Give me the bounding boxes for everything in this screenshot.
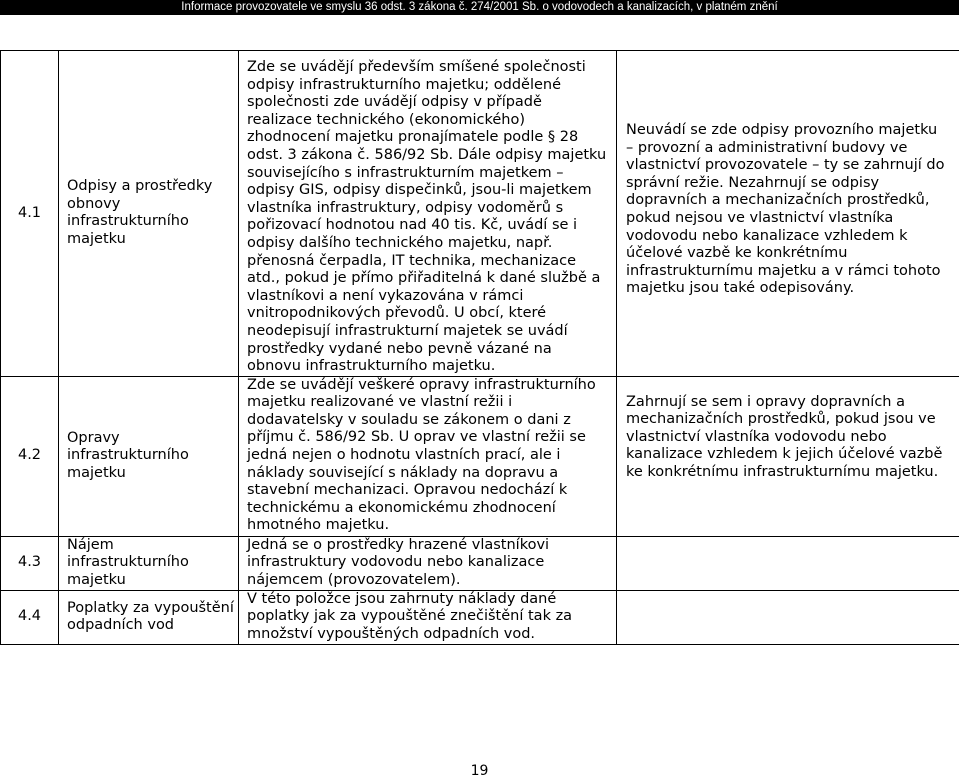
table-row: [1, 376, 959, 536]
page-number: 19: [470, 763, 489, 779]
table-row: [1, 51, 959, 377]
row-number: 4.3: [1, 536, 59, 590]
row-description: [239, 536, 617, 590]
description-text: V této položce jsou zahrnuty náklady dané poplatky jak za vypouštěné znečištění tak za množství vypouštěných odpadních vod.: [247, 590, 573, 642]
table-row: [1, 590, 959, 644]
row-number: 4.4: [1, 590, 59, 644]
note-text: Zahrnují se sem i opravy dopravních a mechanizačních prostředků, pokud jsou ve vlastnictví vlastníka vodovodu nebo kanalizace vzhledem k jejich účelové vazbě ke konkrétnímu infrastrukturnímu majetku.: [626, 393, 943, 481]
cost-items-table: [0, 50, 959, 645]
note-text: Neuvádí se zde odpisy provozního majetku – provozní a administrativní budovy ve vlastnictví provozovatele – ty se zahrnují do správní režie. Nezahrnují se odpisy dopravních a mechanizačních prostředků, pokud nejsou ve vlastnictví vlastníka vodovodu nebo kanalizace vzhledem k účelové vazbě ke konkrétnímu infrastrukturnímu majetku a v rámci tohoto majetku jsou také odepisovány.: [626, 122, 945, 297]
row-name: Poplatky za vypouštění odpadních vod: [59, 590, 239, 644]
row-description: [239, 590, 617, 644]
description-text: Zde se uvádějí veškeré opravy infrastrukturního majetku realizované ve vlastní režii i dodavatelsky v souladu se zákonem o dani z příjmu č. 586/92 Sb. U oprav ve vlastní režii se jedná nejen o hodnotu vlastních prací, ale i náklady související s náklady na dopravu a stavební mechanizaci. Opravou nedochází k technickému a ekonomickému zhodnocení hmotného majetku.: [247, 376, 596, 534]
row-note: [617, 536, 959, 590]
row-name: Opravy infrastrukturního majetku: [59, 376, 239, 536]
page-header: Informace provozovatele ve smyslu 36 odst. 3 zákona č. 274/2001 Sb. o vodovodech a kanalizacích, v platném znění: [0, 0, 959, 15]
row-number: 4.1: [1, 51, 59, 377]
description-text: Jedná se o prostředky hrazené vlastníkovi infrastruktury vodovodu nebo kanalizace nájemcem (provozovatelem).: [247, 536, 550, 588]
table-row: [1, 536, 959, 590]
row-note: [617, 51, 959, 377]
description-text: Zde se uvádějí především smíšené společnosti odpisy infrastrukturního majetku; oddělené společnosti zde uvádějí odpisy v případě realizace technického (ekonomického) zhodnocení majetku pronajímatele podle § 28 odst. 3 zákona č. 586/92 Sb. Dále odpisy majetku souvisejícího s infrastrukturním majetkem – odpisy GIS, odpisy dispečinků, jsou-li majetkem vlastníka infrastruktury, odpisy vodoměrů s pořizovací hodnotou nad 40 tis. Kč, uvádí se i odpisy dalšího technického majetku, např. přenosná čerpadla, IT technika, mechanizace atd., pokud je přímo přiřaditelná k dané službě a vlastníkovi a není vykazována v rámci vnitropodnikových převodů. U obcí, které neodepisují infrastrukturní majetek se uvádí prostředky vydané nebo pevně vázané na obnovu infrastrukturního majetku.: [247, 59, 607, 375]
row-name: Nájem infrastrukturního majetku: [59, 536, 239, 590]
row-number: 4.2: [1, 376, 59, 536]
row-note: [617, 590, 959, 644]
row-description: [239, 51, 617, 377]
row-name: Odpisy a prostředky obnovy infrastrukturního majetku: [59, 51, 239, 377]
row-note: [617, 376, 959, 536]
row-description: [239, 376, 617, 536]
